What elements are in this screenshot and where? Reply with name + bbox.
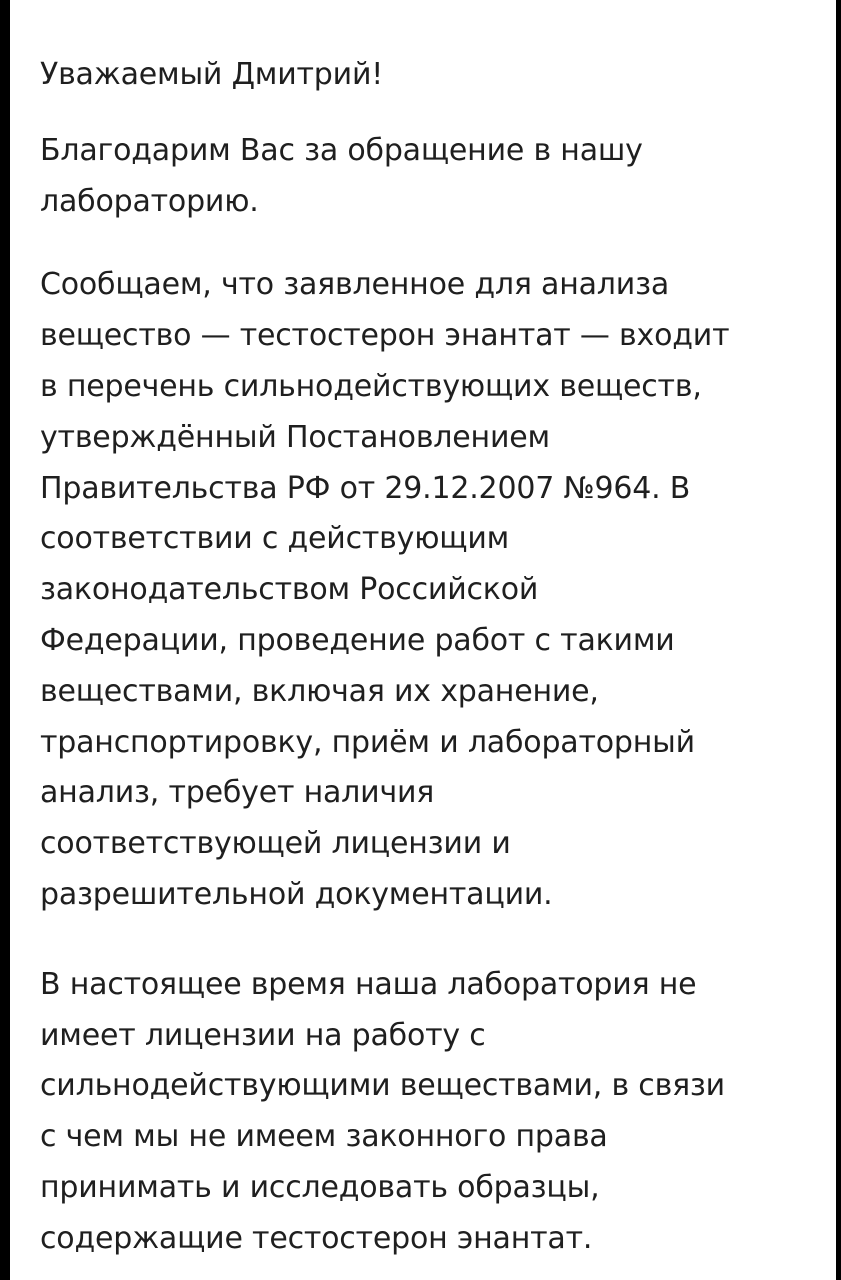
text-line: В настоящее время наша лаборатория не — [40, 966, 697, 1002]
paragraph-license-requirement — [40, 260, 810, 920]
text-line: Федерации, проведение работ с такими — [40, 622, 675, 658]
text-line: принимать и исследовать образцы, — [40, 1169, 600, 1205]
text-line: сильнодействующими веществами, в связи — [40, 1068, 725, 1104]
text-line: соответствии с действующим — [40, 521, 510, 557]
text-line: разрешительной документации. — [40, 876, 553, 912]
text-line: лабораторию. — [40, 183, 259, 219]
text-line: транспортировку, приём и лабораторный — [40, 724, 695, 760]
text-line: содержащие тестостерон энантат. — [40, 1220, 593, 1256]
text-line: законодательством Российской — [40, 572, 539, 608]
greeting-text: Уважаемый Дмитрий! — [40, 57, 384, 92]
text-line: вещество — тестостерон энантат — входит — [40, 318, 730, 354]
text-line: соответствующей лицензии и — [40, 826, 511, 862]
message-body — [40, 50, 810, 1265]
text-line: Благодарим Вас за обращение в нашу — [40, 132, 643, 168]
text-line: в перечень сильнодействующих веществ, — [40, 368, 702, 404]
text-line: утверждённый Постановлением — [40, 419, 550, 455]
message-screen — [10, 0, 836, 1280]
greeting — [40, 50, 810, 101]
text-line: анализ, требует наличия — [40, 775, 435, 811]
text-line: с чем мы не имеем законного права — [40, 1119, 608, 1155]
paragraph-refusal — [40, 960, 810, 1265]
paragraph-thanks — [40, 126, 810, 228]
text-line: имеет лицензии на работу с — [40, 1017, 486, 1053]
text-line: Сообщаем, что заявленное для анализа — [40, 267, 670, 303]
text-line: Правительства РФ от 29.12.2007 №964. В — [40, 470, 691, 506]
text-line: веществами, включая их хранение, — [40, 673, 599, 709]
